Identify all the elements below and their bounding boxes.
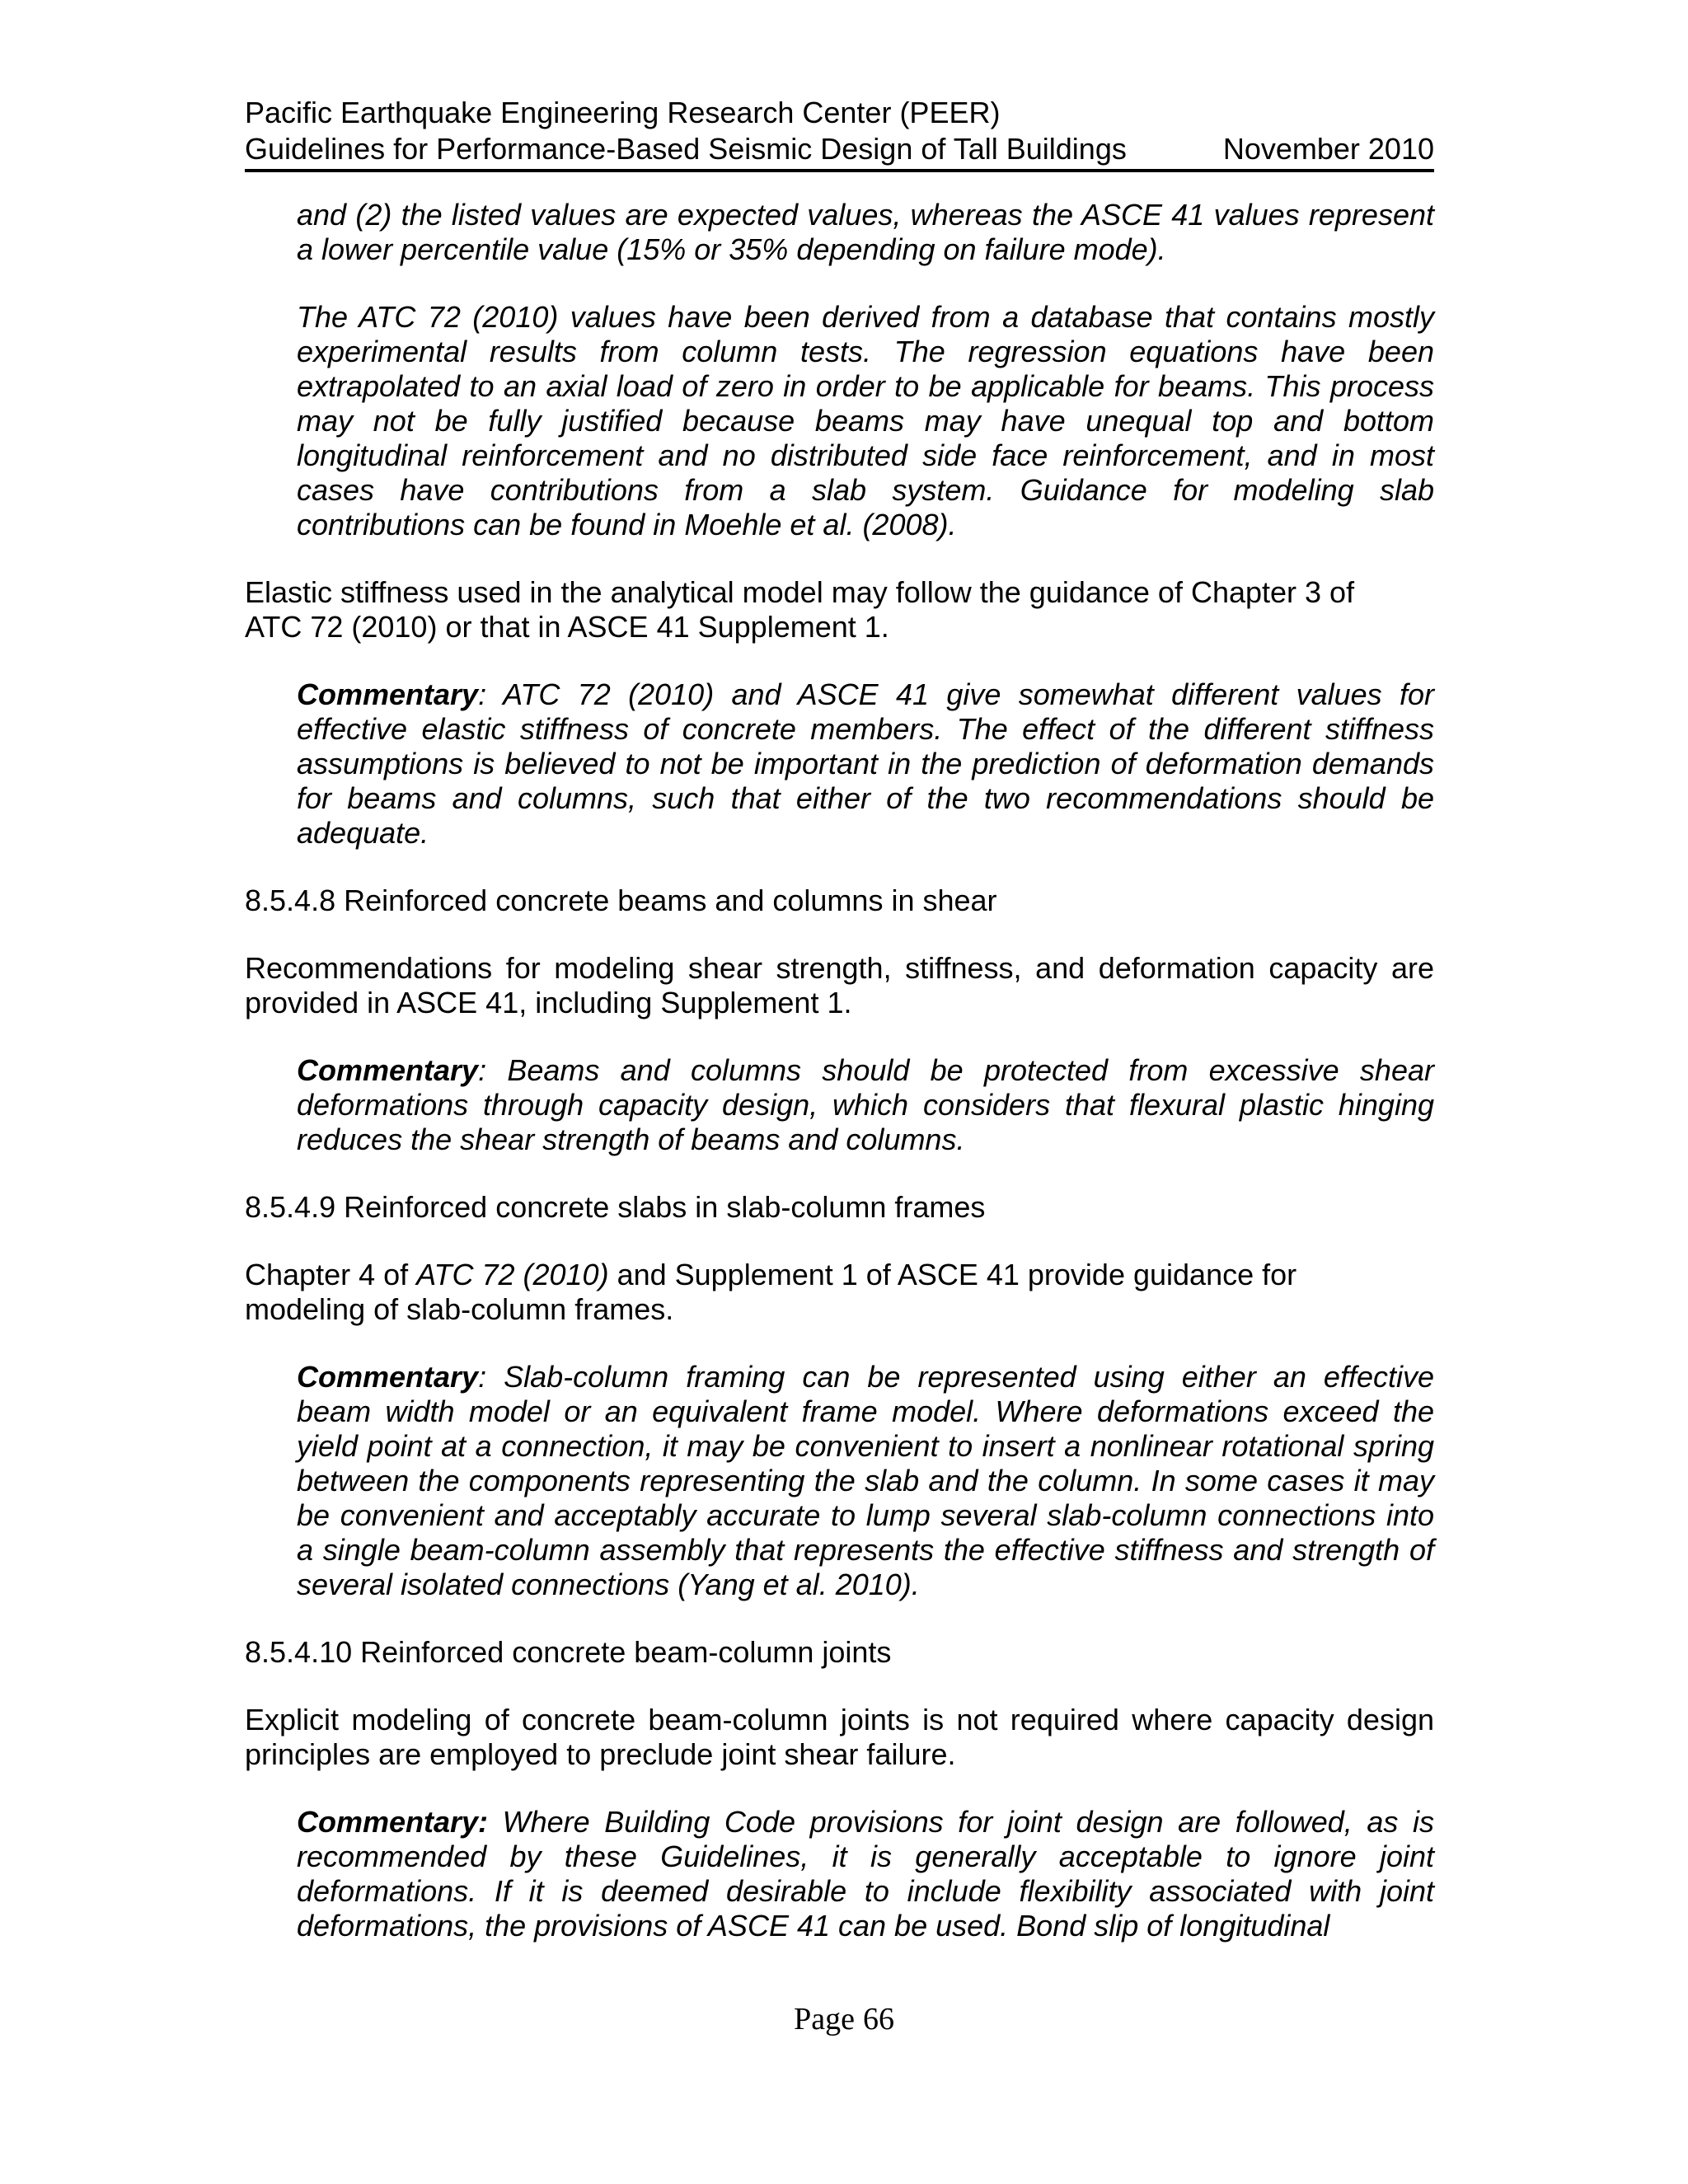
text-run: and Supplement 1 of ASCE 41 provide guidance for modeling of slab-column frames. [245,1258,1297,1326]
paragraph-elastic-stiffness: Elastic stiffness used in the analytical model may follow the guidance of Chapter 3 of ATC 72 (2010) or that in ASCE 41 Supplement 1. [245,575,1355,644]
paragraph-shear-modeling: Recommendations for modeling shear strength, stiffness, and deformation capacity are provided in ASCE 41, including Supplement 1. [245,951,1434,1019]
section-heading-85410 [245,1635,1434,1670]
header-org-row [245,95,1434,131]
commentary-text: : Beams and columns should be protected from excessive shear deformations through capacity design, which considers that flexural plastic hinging reduces the shear strength of beams and columns. [297,1053,1434,1156]
paragraph-joints: Explicit modeling of concrete beam-column joints is not required where capacity design principles are employed to preclude joint shear failure. [245,1703,1434,1771]
commentary-label: Commentary [297,677,479,711]
page-label: Page [794,2002,855,2036]
commentary-text: : Slab-column framing can be represented using either an effective beam width model or an equivalent frame model. Where deformations exceed the yield point at a connection, it may be convenient to insert a nonlinear rotational spring between the components representing the slab and the column. In some cases it may be convenient and acceptably accurate to lump several slab-column connections into a single beam-column assembly that represents the effective stiffness and strength of several isolated connections (Yang et al. 2010). [297,1360,1434,1601]
page-content [245,198,1434,1976]
commentary-text: Where Building Code provisions for joint design are followed, as is recommended by these Guidelines, it is generally acceptable to ignore joint deformations. If it is deemed desirable to include flexibility associated with joint deformations, the provisions of ASCE 41 can be used. Bond slip of longitudinal [297,1805,1434,1943]
section-number: 8.5.4.10 [245,1635,353,1669]
section-number: 8.5.4.9 [245,1190,336,1224]
header-date: November 2010 [1222,132,1434,166]
commentary-elastic-stiffness [297,677,1434,851]
section-title: Reinforced concrete beam-column joints [360,1635,892,1669]
section-number: 8.5.4.8 [245,883,336,917]
commentary-shear [297,1053,1434,1157]
commentary-label: Commentary [297,1053,479,1087]
page-header [245,95,1434,172]
section-title: Reinforced concrete beams and columns in shear [344,883,997,917]
commentary-label: Commentary [297,1360,479,1394]
paragraph-slab-column [245,1258,1349,1327]
citation: ATC 72 (2010) [416,1258,609,1291]
commentary-slab-column [297,1360,1434,1602]
header-org: Pacific Earthquake Engineering Research Center (PEER) [245,96,1001,129]
commentary-label: Commentary: [297,1805,489,1839]
page-number: 66 [862,2002,894,2036]
page-footer [0,2001,1688,2037]
header-doc-title: Guidelines for Performance-Based Seismic Design of Tall Buildings [245,132,1127,166]
section-heading-8548 [245,883,1434,918]
text-run: Chapter 4 of [245,1258,417,1291]
section-title: Reinforced concrete slabs in slab-column frames [344,1190,986,1224]
commentary-text: : ATC 72 (2010) and ASCE 41 give somewhat different values for effective elastic stiffness of concrete members. The effect of the different stiffness assumptions is believed to not be important in the prediction of deformation demands for beams and columns, such that either of the two recommendations should be adequate. [297,677,1434,850]
section-heading-8549 [245,1190,1434,1225]
header-title-row [245,131,1434,167]
commentary-atc72-values: The ATC 72 (2010) values have been derived from a database that contains mostly experimental results from column tests. The regression equations have been extrapolated to an axial load of zero in order to be applicable for beams. This process may not be fully justified because beams may have unequal top and bottom longitudinal reinforcement and no distributed side face reinforcement, and in most cases have contributions from a slab system. Guidance for modeling slab contributions can be found in Moehle et al. (2008). [297,300,1434,541]
commentary-joints [297,1805,1434,1943]
commentary-continuation: and (2) the listed values are expected values, whereas the ASCE 41 values represent a lower percentile value (15% or 35% depending on failure mode). [297,198,1434,266]
